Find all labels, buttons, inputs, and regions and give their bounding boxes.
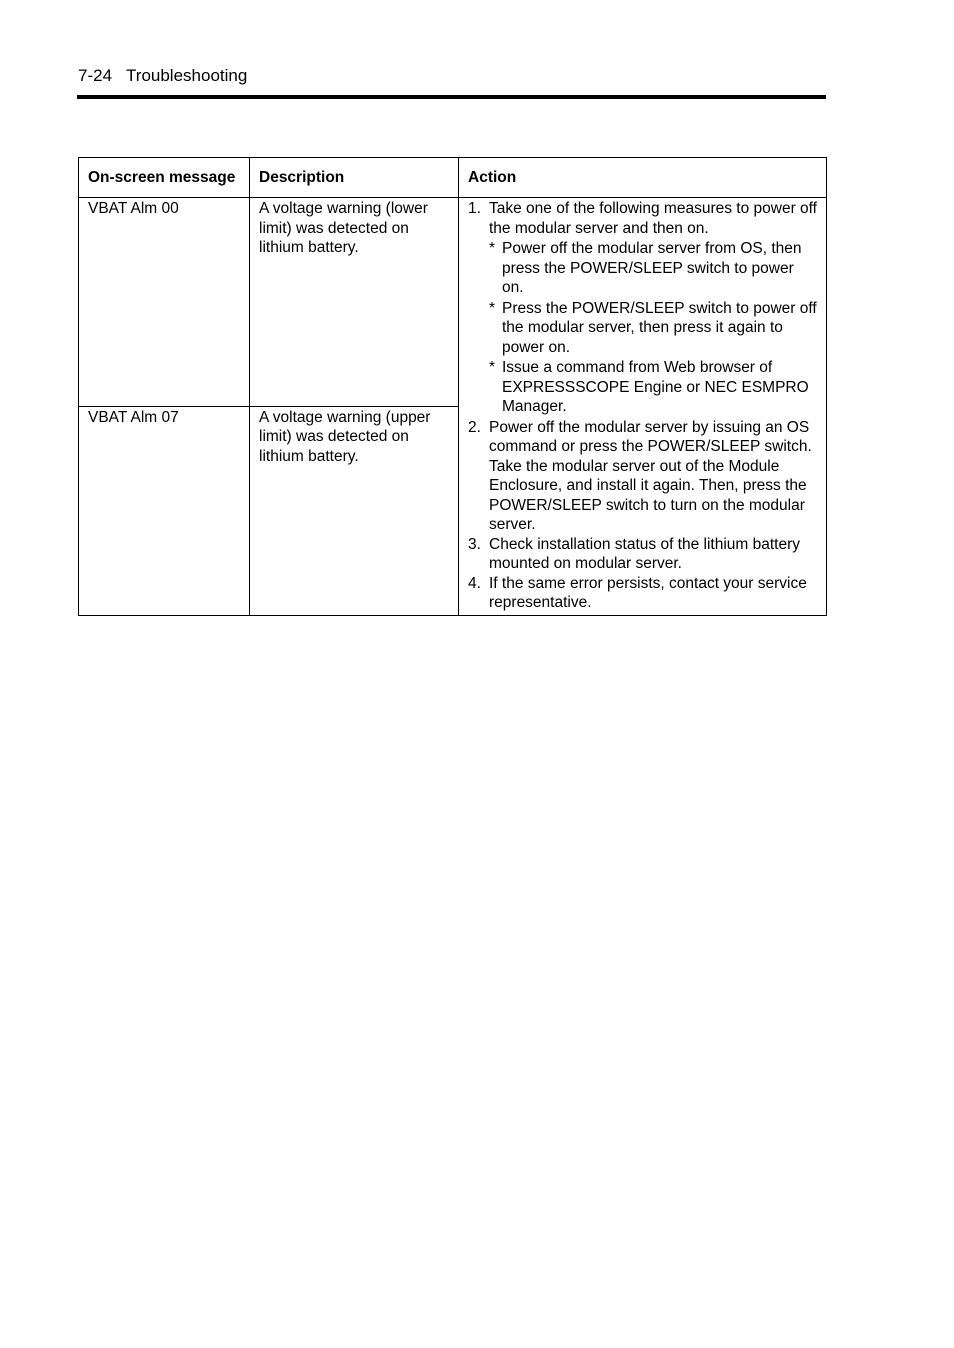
action-step bbox=[468, 418, 818, 535]
action-step bbox=[468, 574, 818, 613]
step-number: 2. bbox=[468, 418, 481, 436]
bullet-marker: * bbox=[489, 240, 496, 257]
sub-step-text: Issue a command from Web browser of EXPRESSSCOPE Engine or NEC ESMPRO Manager. bbox=[502, 359, 809, 415]
bullet-marker: * bbox=[489, 299, 496, 317]
sub-step bbox=[489, 239, 818, 298]
sub-step-text: Power off the modular server from OS, then press the POWER/SLEEP switch to power on. bbox=[502, 240, 802, 296]
table-header-row bbox=[79, 158, 827, 198]
column-header-action: Action bbox=[459, 158, 827, 198]
page-header bbox=[78, 66, 247, 86]
bullet-marker: * bbox=[489, 359, 496, 376]
action-steps bbox=[468, 199, 818, 613]
action-step bbox=[468, 535, 818, 574]
sub-step bbox=[489, 358, 818, 417]
step-number: 4. bbox=[468, 574, 481, 592]
page-number: 7-24 bbox=[78, 66, 113, 85]
description-cell: A voltage warning (lower limit) was detected on lithium battery. bbox=[250, 198, 459, 407]
step-text: Take one of the following measures to power off the modular server and then on. bbox=[489, 200, 817, 237]
section-title: Troubleshooting bbox=[126, 66, 248, 85]
step-text: Power off the modular server by issuing an OS command or press the POWER/SLEEP switch. Take the modular server out of the Module Enclosure, and install it again. Then, press the POWER/SLEEP switch to turn on the modular server. bbox=[489, 418, 812, 533]
sub-step-text: Press the POWER/SLEEP switch to power off the modular server, then press it again to power on. bbox=[502, 299, 817, 356]
message-cell: VBAT Alm 00 bbox=[79, 198, 250, 407]
header-rule bbox=[77, 95, 826, 99]
description-cell: A voltage warning (upper limit) was detected on lithium battery. bbox=[250, 406, 459, 615]
error-message-table bbox=[78, 157, 827, 616]
column-header-description: Description bbox=[250, 158, 459, 198]
sub-step bbox=[489, 299, 818, 358]
sub-steps bbox=[489, 239, 818, 417]
message-cell: VBAT Alm 07 bbox=[79, 406, 250, 615]
table-row bbox=[79, 198, 827, 407]
column-header-message: On-screen message bbox=[79, 158, 250, 198]
action-step bbox=[468, 199, 818, 418]
step-text: Check installation status of the lithium battery mounted on modular server. bbox=[489, 535, 801, 572]
step-text: If the same error persists, contact your service representative. bbox=[489, 574, 807, 611]
action-cell bbox=[459, 198, 827, 616]
step-number: 1. bbox=[468, 200, 481, 217]
step-number: 3. bbox=[468, 535, 481, 553]
